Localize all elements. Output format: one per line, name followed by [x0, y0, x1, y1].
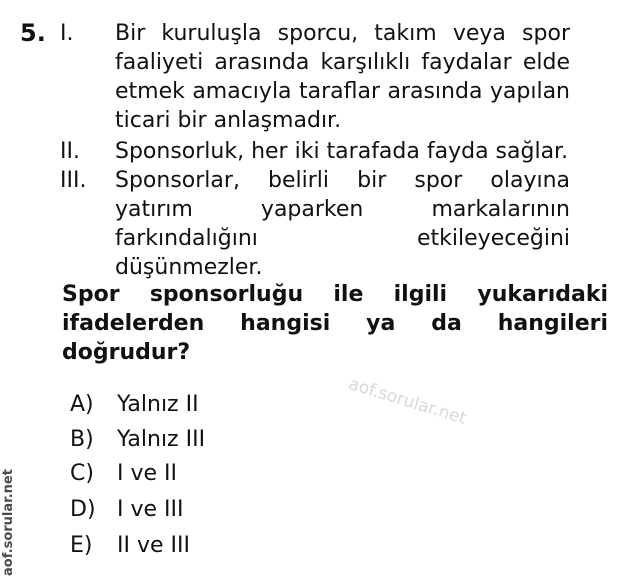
option-a[interactable]: [70, 390, 199, 419]
statement-2-text: Sponsorluk, her iki tarafada fayda sağlar.: [115, 139, 569, 164]
option-d[interactable]: [70, 495, 184, 524]
option-a-label: A): [70, 392, 94, 417]
option-d-label: D): [70, 497, 96, 522]
option-a-text: Yalnız II: [117, 392, 199, 417]
option-b-text: Yalnız III: [117, 427, 206, 452]
statement-2-numeral: II.: [60, 139, 80, 164]
option-e[interactable]: [70, 531, 190, 560]
question-prompt: Spor sponsorluğu ile ilgili yukarıdaki ifadelerden hangisi ya da hangileri doğrudur?: [62, 282, 608, 365]
statement-1-text: Bir kuruluşla sporcu, takım veya spor faaliyeti arasında karşılıklı faydalar elde etmek amacıyla taraflar arasında yapılan ticari bir anlaşmadır.: [115, 21, 570, 133]
option-c-text: I ve II: [117, 461, 178, 486]
side-watermark: aof.sorular.net: [1, 469, 16, 576]
statement-3-text: Sponsorlar, belirli bir spor olayına yatırım yaparken markalarının farkındalığını etkileyeceğini düşünmezler.: [115, 168, 570, 280]
option-e-label: E): [70, 533, 93, 558]
option-e-text: II ve III: [117, 533, 190, 558]
statement-1-numeral: I.: [60, 21, 74, 46]
statement-2: [60, 137, 570, 166]
statement-3: [60, 166, 570, 282]
center-watermark: aof.sorular.net: [346, 374, 469, 429]
option-b-label: B): [70, 427, 94, 452]
option-c[interactable]: [70, 459, 177, 488]
statement-1: [60, 19, 570, 135]
statement-3-numeral: III.: [60, 168, 87, 193]
option-b[interactable]: [70, 425, 205, 454]
question-number: 5.: [20, 19, 46, 47]
option-d-text: I ve III: [117, 497, 184, 522]
option-c-label: C): [70, 461, 94, 486]
